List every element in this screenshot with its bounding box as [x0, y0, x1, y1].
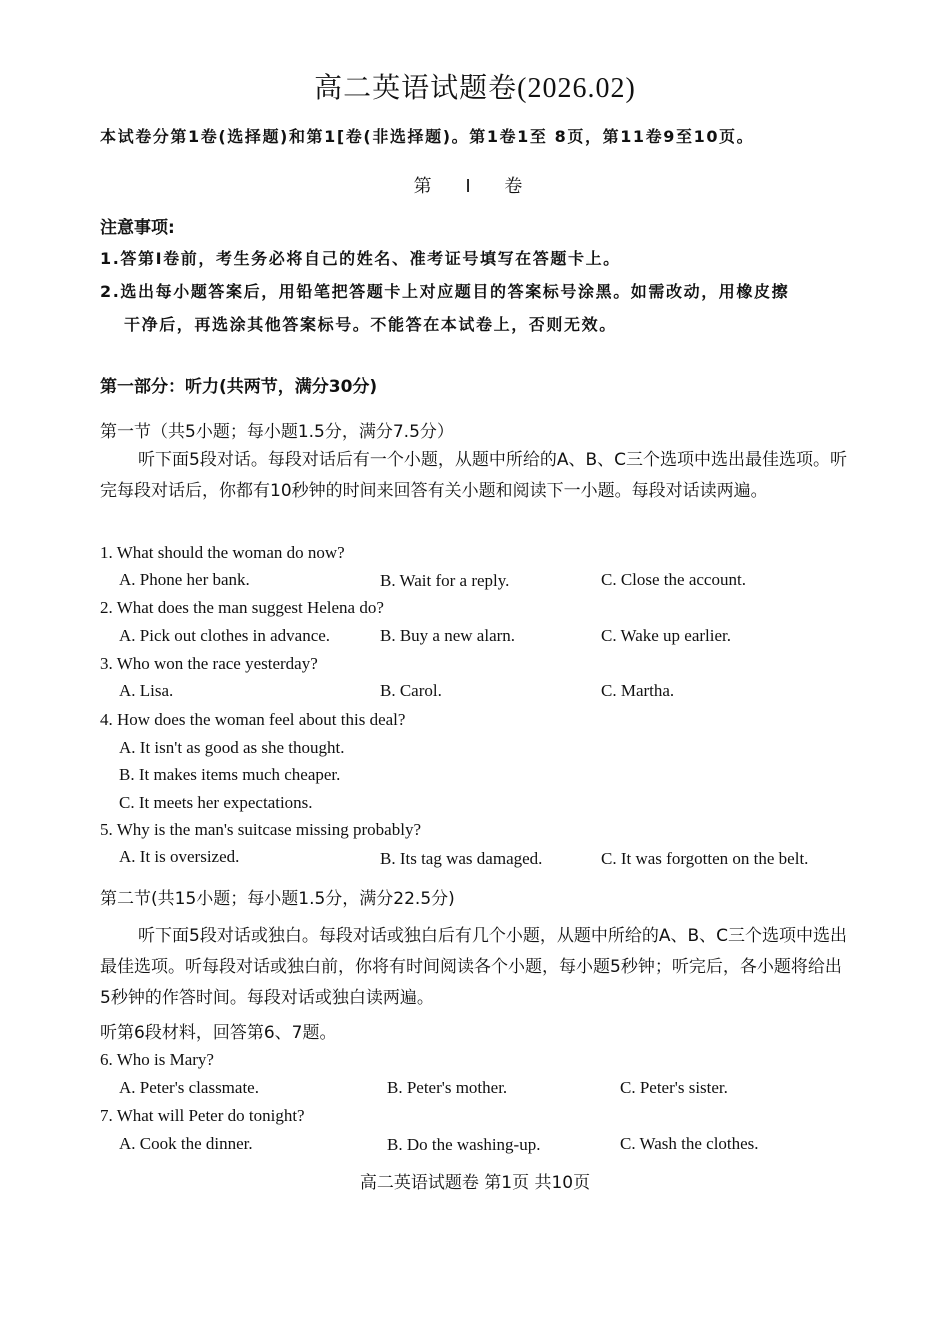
question-1-option-c: C. Close the account. [601, 570, 746, 589]
section2-title: 第二节(共15小题；每小题1.5分，满分22.5分) [100, 889, 455, 909]
question-6-option-b: B. Peter's mother. [387, 1078, 508, 1097]
question-5-option-b: B. Its tag was damaged. [380, 849, 543, 868]
question-2-option-b: B. Buy a new alarn. [380, 626, 516, 645]
question-6-stem: 6. Who is Mary? [100, 1050, 214, 1069]
question-2-option-a: A. Pick out clothes in advance. [119, 626, 331, 645]
question-4-option-b: B. It makes items much cheaper. [119, 765, 341, 784]
question-1-option-a: A. Phone her bank. [119, 570, 250, 589]
question-3-option-b: B. Carol. [380, 681, 442, 700]
question-4-option-a: A. It isn't as good as she thought. [119, 738, 345, 757]
question-4-stem: 4. How does the woman feel about this deal? [100, 710, 406, 729]
question-3-stem: 3. Who won the race yesterday? [100, 654, 318, 673]
question-5-option-a: A. It is oversized. [119, 847, 240, 866]
question-7-option-b: B. Do the washing-up. [387, 1135, 541, 1154]
question-5-option-c: C. It was forgotten on the belt. [601, 849, 809, 868]
notice-heading: 注意事项: [100, 218, 175, 238]
question-1-option-b: B. Wait for a reply. [380, 571, 510, 590]
question-7-option-c: C. Wash the clothes. [620, 1134, 759, 1153]
question-6-option-a: A. Peter's classmate. [119, 1078, 259, 1097]
question-3-option-a: A. Lisa. [119, 681, 174, 700]
question-5-stem: 5. Why is the man's suitcase missing probably? [100, 820, 421, 839]
notice-item-2-cont: 干净后，再选涂其他答案标号。不能答在本试卷上，否则无效。 [124, 315, 617, 334]
material-6-label: 听第6段材料，回答第6、7题。 [100, 1023, 337, 1043]
paper-intro: 本试卷分第1卷(选择题)和第1[卷(非选择题)。第1卷1至 8页，第11卷9至10页。 [100, 127, 755, 146]
question-1-stem: 1. What should the woman do now? [100, 543, 345, 562]
notice-item-1: 1.答第Ⅰ卷前，考生务必将自己的姓名、准考证号填写在答题卡上。 [100, 249, 621, 268]
part1-heading: 第一部分：听力(共两节，满分30分) [100, 377, 378, 397]
page-title: 高二英语试题卷(2026.02) [314, 73, 636, 104]
question-7-option-a: A. Cook the dinner. [119, 1134, 253, 1153]
section1-instructions: 听下面5段对话。每段对话后有一个小题，从题中所给的A、B、C三个选项中选出最佳选项。听完每段对话后，你都有10秒钟的时间来回答有关小题和阅读下一小题。每段对话读两遍。 [100, 450, 847, 501]
volume-label: 第 Ⅰ 卷 [413, 176, 537, 197]
question-7-stem: 7. What will Peter do tonight? [100, 1106, 305, 1125]
question-6-option-c: C. Peter's sister. [620, 1078, 728, 1097]
question-4-option-c: C. It meets her expectations. [119, 793, 313, 812]
page-footer: 高二英语试题卷 第1页 共10页 [359, 1173, 591, 1193]
notice-item-2: 2.选出每小题答案后，用铅笔把答题卡上对应题目的答案标号涂黑。如需改动，用橡皮擦 [100, 282, 790, 301]
section2-instructions: 听下面5段对话或独白。每段对话或独白后有几个小题，从题中所给的A、B、C三个选项中选出最佳选项。听每段对话或独白前，你将有时间阅读各个小题，每小题5秒钟；听完后，各小题将给出5秒钟的作答时间。每段对话或独白读两遍。 [100, 926, 847, 1008]
question-2-option-c: C. Wake up earlier. [601, 626, 732, 645]
question-2-stem: 2. What does the man suggest Helena do? [100, 598, 384, 617]
section1-title: 第一节（共5小题；每小题1.5分，满分7.5分） [100, 422, 454, 442]
question-3-option-c: C. Martha. [601, 681, 675, 700]
